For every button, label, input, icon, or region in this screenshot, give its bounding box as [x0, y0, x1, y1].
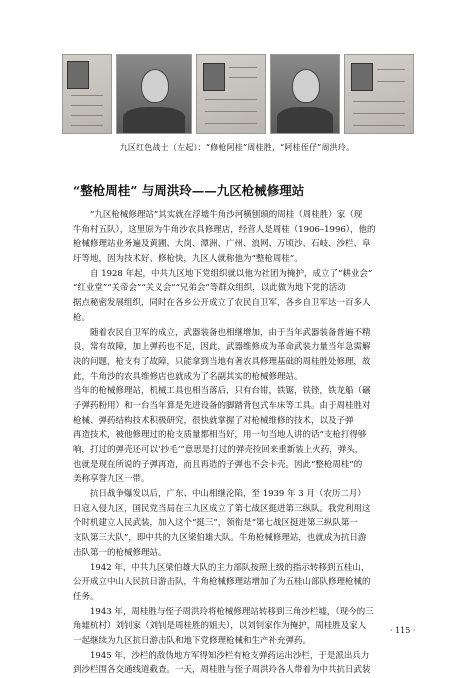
- body-line: 角墟杭村）刘钊家（刘钊是周桂胜的姐夫），以刘钊家作为掩护，周桂胜及家人: [73, 621, 367, 632]
- body-line: 1945 年，沙栏的敌伪地方军得知沙栏有枪支弹药运出沙栏，于是派出兵力: [90, 650, 370, 661]
- body-line: 圩等地，因为技术好、修枪快，九区人就称他为“整枪周桂”。: [73, 254, 303, 265]
- body-line: “九区枪械修理站”其实就在浮墟牛角沙河横刨頭的周桂（周桂胜）家（现: [90, 210, 363, 220]
- body-line: 1942 年，中共九区梁伯雄大队的主力部队按照上级的指示转移到五桂山，: [90, 562, 370, 573]
- page-number: · 115 ·: [390, 626, 416, 635]
- registration-card-image-2: [344, 54, 414, 134]
- photo-strip: [62, 54, 414, 134]
- body-line: 子弹药粉用）和一台当年算是先进设备的脚踏背包式车床等工具。由于周桂胜对: [73, 400, 371, 411]
- body-line: 决的问题，枪支有了故障，只能拿到当地有著农具修理基础的周桂胜处修理，故: [73, 356, 371, 367]
- portrait-zhou-guisheng: [116, 54, 192, 134]
- body-line: 再造技术，被他修理过的枪支质量都相当好，用一句当地人讲的话“支枪打得够: [73, 430, 367, 441]
- portrait-zhou-hongling: [270, 54, 340, 134]
- section-title: “整枪周桂” 与周洪玲——九区枪械修理站: [73, 183, 305, 198]
- body-line: 此，牛角沙的农具维修店也就成为了名副其实的枪械修理站。: [73, 371, 303, 382]
- body-line: 良，常有故障，加上弹药也不足，因此，武器维修成为革命武装力量当年急需解: [73, 342, 371, 353]
- body-text: [73, 208, 418, 678]
- body-line: “红业堂”“关帝会”“关义会”“兄弟会”等群众组织，以此做为地下党的活动: [73, 283, 346, 294]
- body-line: 击队第一的枪械修理站。: [73, 547, 167, 558]
- body-line: 任务。: [73, 591, 99, 602]
- body-line: 牛角村五队），这里原为牛角沙农具修理店，经营人是周桂（1906–1996），他的: [73, 224, 376, 235]
- body-line: 到沙栏围各交通线道截查。一天，周桂胜与侄子周洪玲各人带着为中共抗日武装: [73, 665, 371, 676]
- body-line: 美称享誉九区一带。: [73, 474, 150, 485]
- body-line: 枪。: [73, 312, 91, 323]
- body-line: 枪械修理站业务遍及黄圃、大岗、潭洲、广州、浪网、万顷沙、石岐、沙栏、阜: [73, 239, 371, 250]
- body-line: 据点秘密发展组织，同时在各乡公开成立了农民自卫军，各乡自卫军达一百多人: [73, 298, 371, 309]
- body-line: 自 1928 年起，中共九区地下党组织就以他为社团为掩护，成立了“耕业会”: [90, 268, 373, 279]
- body-line: 一起继续为九区抗日游击队和地下党修理枪械和生产补充弹药。: [73, 635, 312, 646]
- body-line: 个时机建立人民武装，加入这个“挺三”，领衔是“第七战区挺进第三纵队第一: [73, 518, 359, 529]
- body-line: 随着农民自卫军的成立，武器装备也相继增加，由于当年武器装备普遍不精: [90, 327, 371, 338]
- registration-card-image: [62, 54, 112, 134]
- body-line: 1943 年，周桂胜与侄子周洪玲将枪械修理站转移到三角沙栏墟，（现今的三: [90, 606, 374, 617]
- photo-caption: 九区红色战士（左起）：“修枪阿桂”周桂胜，“阿桂侄仔”周洪玲。: [119, 143, 355, 152]
- body-line: 响，打过的弹壳还可以‘抄毛’”意思是打过的弹壳捡回来重新装上火药，弹头，: [73, 445, 364, 455]
- body-line: 日寇入侵九区，国民党当局在三九区成立了第七战区挺进第三纵队。我党利用这: [73, 503, 371, 514]
- body-line: 支队第三大队”，即中共的九区梁伯雄大队。牛角枪械修理站，也就成为抗日游: [73, 533, 367, 544]
- body-line: 抗日战争爆发以后，广东、中山相继沦陷，至 1939 年 3 月（农历二月）: [90, 489, 366, 500]
- body-line: 也就是现在所说的子弹再造，而且再造的子弹也不会卡壳。因此“整枪周桂”的: [73, 459, 363, 470]
- body-line: 公开成立中山人民抗日游击队，牛角枪械修理站增加了为五桂山部队修理枪械的: [73, 577, 371, 588]
- body-line: 枪械、弹药结构技术积极研究，很快就掌握了对枪械维修的技术，以及子弹: [73, 415, 354, 426]
- body-line: 当年的枪械修理站，机械工具也相当落后，只有台钳，铁锯，铁锉，铁龙船（碾: [73, 386, 371, 397]
- document-image: [196, 54, 266, 134]
